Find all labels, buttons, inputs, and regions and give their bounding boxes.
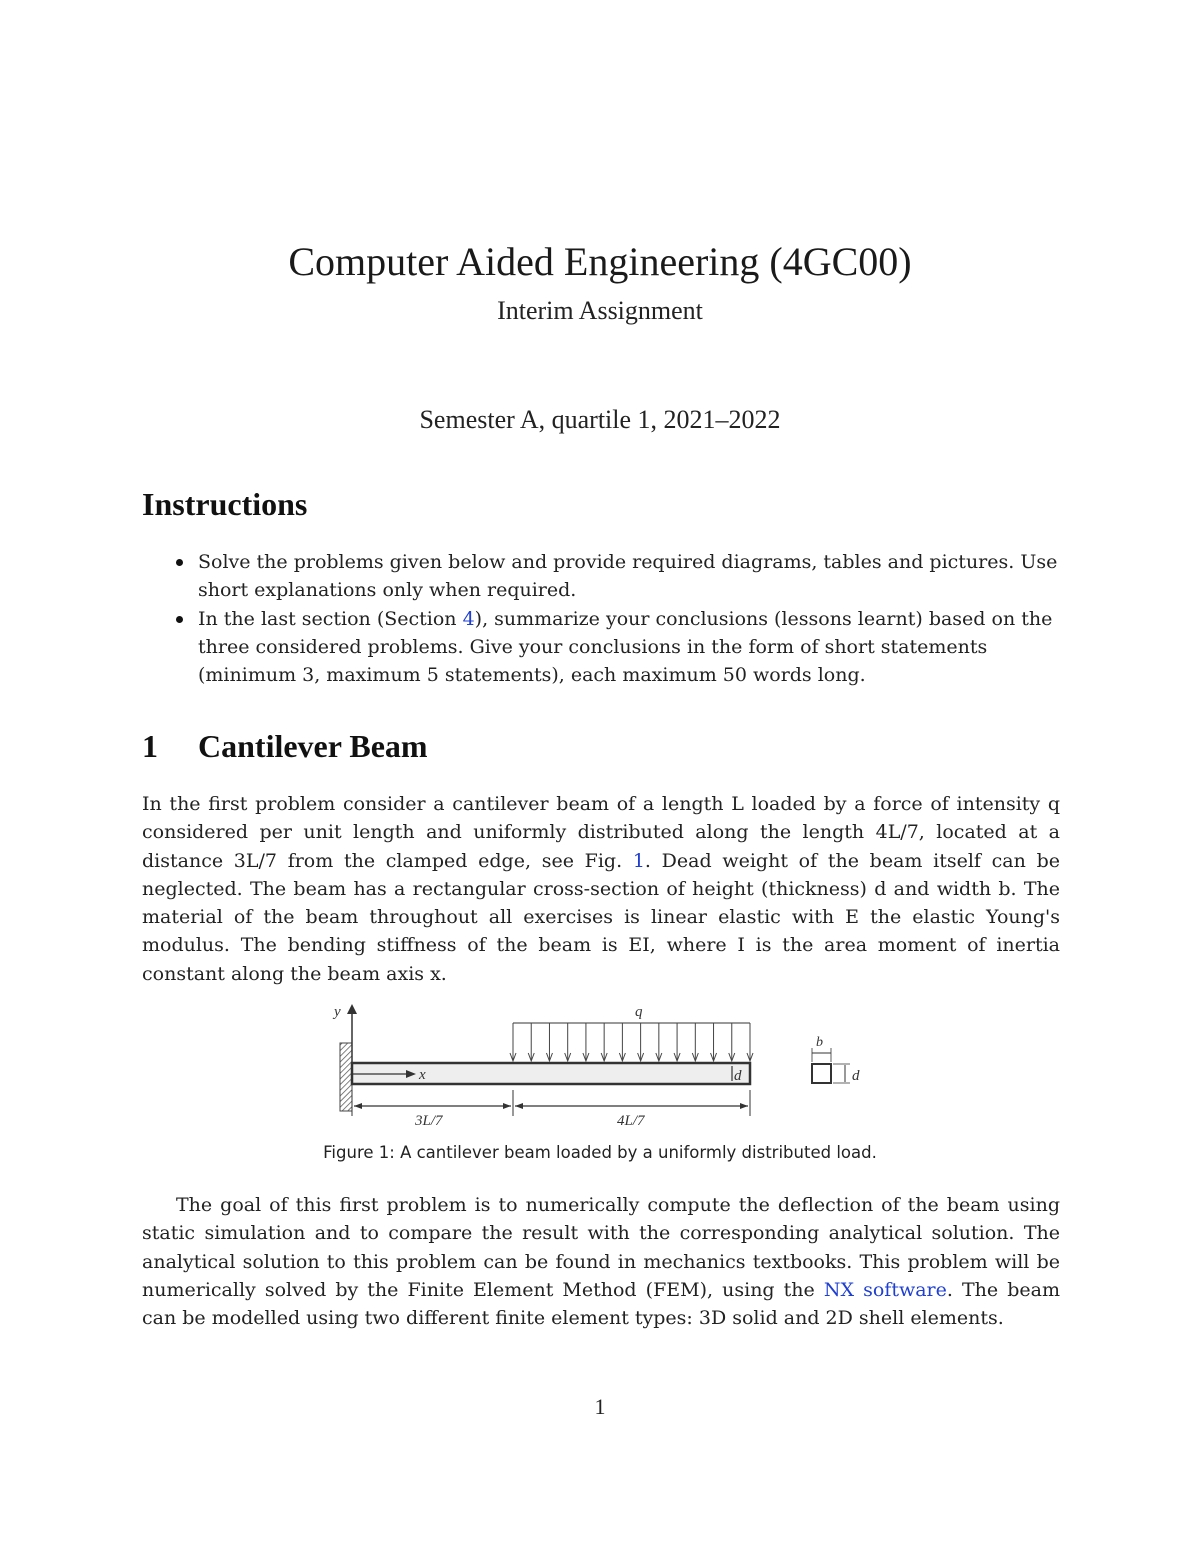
width-label: b — [816, 1035, 823, 1050]
document-subtitle: Interim Assignment — [497, 296, 703, 325]
section-4-link[interactable]: 4 — [462, 607, 475, 630]
paragraph-text: In the first problem consider a cantilever beam of a length L loaded by a force of intensity q considered per unit length and uniformly distributed along the length 4L/7, located at a distance 3L/7 from the clamped edge, see Fig. — [142, 793, 1060, 872]
cross-section — [812, 1064, 831, 1083]
paragraph — [142, 1191, 1060, 1332]
clamped-wall — [340, 1043, 352, 1111]
load-label: q — [635, 1004, 643, 1020]
bullet-icon — [176, 559, 183, 566]
paragraph-text: . Dead weight of the beam itself can be neglected. The beam has a rectangular cross-section of height (thickness) d and width b. The material of the beam throughout all exercises is linear elastic with E the elastic Young's modulus. The bending stiffness of the beam is EI, where I is the area moment of inertia constant along the beam axis x. — [142, 849, 1060, 985]
section-title: Cantilever Beam — [198, 728, 428, 764]
load-arrows — [510, 1023, 753, 1061]
instruction-text-before: In the last section (Section — [198, 607, 463, 630]
paragraph-text: The goal of this first problem is to numerically compute the deflection of the beam using static simulation and to compare the result with the corresponding analytical solution. The analytical solution to this problem can be found in mechanics textbooks. This problem will be numerically solved by the Finite Element Method (FEM), using the — [142, 1194, 1060, 1301]
instructions-list — [142, 548, 1062, 689]
dimension-label-4l7: 4L/7 — [617, 1113, 645, 1129]
x-axis-label: x — [419, 1067, 426, 1083]
height-label: d — [852, 1068, 860, 1084]
instruction-text: Solve the problems given below and provide required diagrams, tables and pictures. Use short explanations only when required. — [198, 551, 1058, 602]
semester-line: Semester A, quartile 1, 2021–2022 — [419, 405, 781, 434]
paragraph-text: . The beam can be modelled using two different finite element types: 3D solid and 2D shell elements. — [142, 1278, 1060, 1330]
beam-diagram — [330, 998, 890, 1133]
y-axis-arrow-icon — [347, 1004, 357, 1014]
bullet-icon — [176, 616, 183, 623]
instructions-heading: Instructions — [142, 486, 308, 522]
instruction-item — [142, 548, 1062, 605]
page-number: 1 — [594, 1394, 606, 1419]
thickness-label: d — [734, 1068, 742, 1084]
figure-ref-link[interactable]: 1 — [632, 849, 645, 872]
y-axis-label: y — [334, 1004, 341, 1020]
figure-caption: Figure 1: A cantilever beam loaded by a uniformly distributed load. — [323, 1143, 877, 1162]
instruction-text-after: ), summarize your conclusions (lessons learnt) based on the three considered problems. Give your conclusions in the form of short statements (minimum 3, maximum 5 statements), each maximum 50 words long. — [198, 607, 1053, 687]
paragraph — [142, 790, 1060, 988]
dimension-label-3l7: 3L/7 — [415, 1113, 443, 1129]
instruction-item — [142, 605, 1062, 690]
section-heading — [142, 728, 428, 765]
document-title: Computer Aided Engineering (4GC00) — [288, 239, 912, 284]
nx-software-link[interactable]: NX software — [823, 1278, 947, 1301]
beam-figure — [330, 998, 890, 1133]
section-number: 1 — [142, 728, 158, 764]
